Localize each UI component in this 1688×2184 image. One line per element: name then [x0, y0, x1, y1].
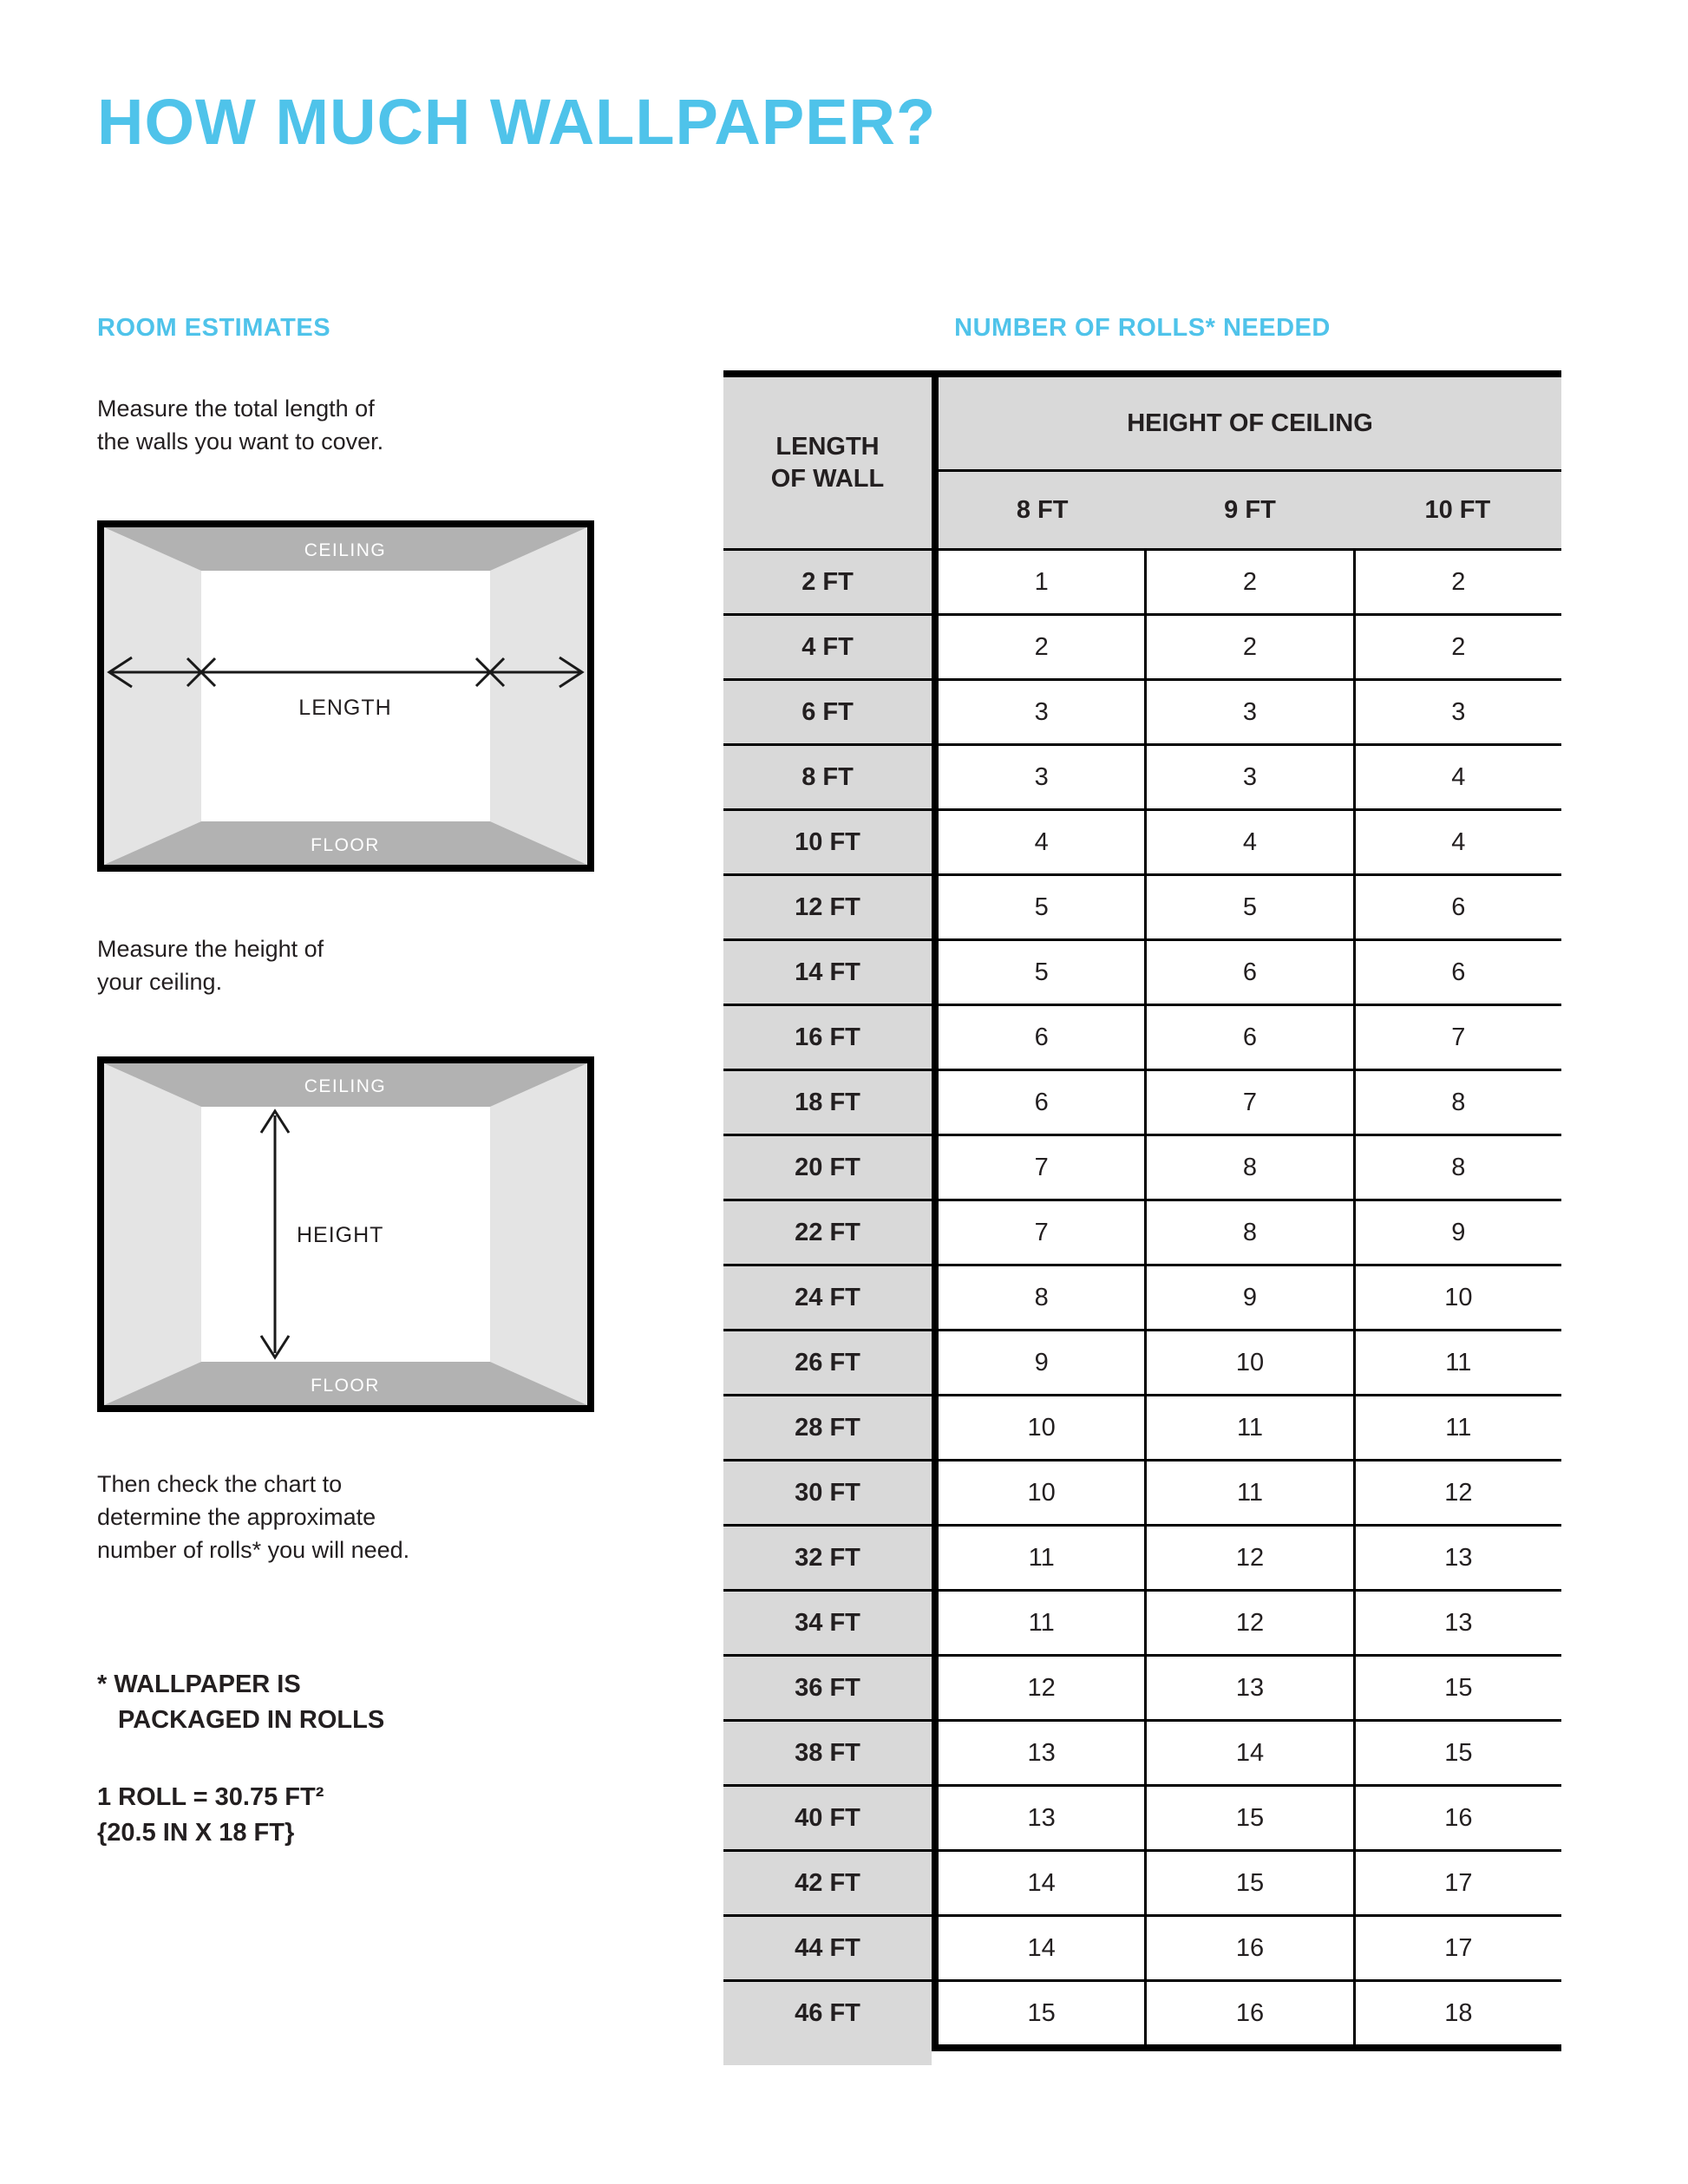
roll-size-line: {20.5 IN X 18 FT}: [97, 1819, 295, 1847]
roll-count-cell: 14: [1027, 1933, 1056, 1962]
text-line: Then check the chart to: [97, 1471, 343, 1497]
row-values: [932, 1527, 1561, 1589]
wall-length-label: 32 FT: [723, 1527, 932, 1589]
rolls-table: [723, 370, 1561, 2065]
roll-count-cell: 15: [1144, 1787, 1352, 1849]
roll-count-cell: 8: [1353, 1071, 1561, 1134]
roll-count-cell: 14: [1144, 1722, 1352, 1784]
wall-length-label: 18 FT: [723, 1071, 932, 1134]
table-row: [723, 1459, 1561, 1524]
wall-length-label: 20 FT: [723, 1136, 932, 1199]
column-header-8ft: 8 FT: [1016, 495, 1069, 524]
row-values: [932, 1136, 1561, 1199]
wall-length-label: 36 FT: [723, 1657, 932, 1719]
table-row: [723, 873, 1561, 938]
table-row: [723, 1004, 1561, 1069]
roll-count-cell: 12: [1144, 1527, 1352, 1589]
roll-count-cell: 1: [1034, 567, 1049, 596]
roll-count-cell: 4: [1144, 811, 1352, 873]
roll-count-cell: 16: [1353, 1787, 1561, 1849]
left-wall-panel: [104, 527, 201, 865]
roll-count-cell: 9: [1353, 1201, 1561, 1264]
roll-count-cell: 11: [1144, 1396, 1352, 1459]
row-values: [932, 1331, 1561, 1394]
table-row: [723, 613, 1561, 678]
roll-count-cell: 9: [1144, 1266, 1352, 1329]
roll-count-cell: 11: [1144, 1461, 1352, 1524]
table-row: [723, 1979, 1561, 2044]
row-values: [932, 746, 1561, 808]
roll-count-cell: 3: [1144, 681, 1352, 743]
roll-count-cell: 4: [1353, 811, 1561, 873]
table-bottom-border: [932, 2044, 1561, 2051]
table-row: [723, 938, 1561, 1004]
row-values: [932, 1722, 1561, 1784]
roll-count-cell: 9: [1034, 1348, 1049, 1376]
roll-count-cell: 2: [1144, 551, 1352, 613]
right-wall-panel: [490, 527, 587, 865]
table-header: [723, 377, 1561, 548]
roll-count-cell: 7: [1034, 1218, 1049, 1246]
row-values: [932, 1787, 1561, 1849]
roll-count-cell: 13: [1353, 1527, 1561, 1589]
table-row: [723, 1394, 1561, 1459]
roll-count-cell: 12: [1027, 1673, 1056, 1702]
row-values: [932, 941, 1561, 1004]
wall-length-label: 6 FT: [723, 681, 932, 743]
wall-length-label: 4 FT: [723, 616, 932, 678]
row-values: [932, 1396, 1561, 1459]
row-values: [932, 876, 1561, 938]
roll-count-cell: 8: [1144, 1136, 1352, 1199]
row-values: [932, 1006, 1561, 1069]
check-chart-text: [97, 1468, 409, 1566]
room-estimates-heading: ROOM ESTIMATES: [97, 314, 331, 342]
wall-length-label: 28 FT: [723, 1396, 932, 1459]
roll-count-cell: 4: [1034, 827, 1049, 856]
table-row: [723, 1264, 1561, 1329]
wall-length-label: 42 FT: [723, 1852, 932, 1914]
roll-count-cell: 6: [1144, 941, 1352, 1004]
roll-count-cell: 8: [1034, 1283, 1049, 1311]
wall-length-label: 2 FT: [723, 551, 932, 613]
length-of-wall-header: [723, 377, 932, 548]
roll-count-cell: 11: [1028, 1608, 1055, 1637]
wall-length-label: 12 FT: [723, 876, 932, 938]
length-label: LENGTH: [298, 696, 392, 720]
roll-count-cell: 11: [1353, 1331, 1561, 1394]
table-bottom-gray-tab: [723, 2044, 932, 2065]
roll-count-cell: 5: [1034, 893, 1049, 921]
roll-count-cell: 17: [1353, 1917, 1561, 1979]
ceiling-label: CEILING: [304, 1076, 387, 1096]
roll-count-cell: 6: [1144, 1006, 1352, 1069]
wall-length-label: 34 FT: [723, 1592, 932, 1654]
table-row: [723, 678, 1561, 743]
wall-length-label: 30 FT: [723, 1461, 932, 1524]
roll-count-cell: 11: [1353, 1396, 1561, 1459]
roll-count-cell: 6: [1034, 1023, 1049, 1051]
roll-count-cell: 5: [1144, 876, 1352, 938]
roll-count-cell: 12: [1144, 1592, 1352, 1654]
table-row: [723, 1784, 1561, 1849]
roll-count-cell: 10: [1027, 1478, 1056, 1507]
table-top-border: [723, 370, 1561, 377]
length-diagram: [97, 520, 594, 872]
roll-count-cell: 16: [1144, 1982, 1352, 2044]
wall-length-label: 10 FT: [723, 811, 932, 873]
text-line: your ceiling.: [97, 969, 223, 995]
roll-count-cell: 15: [1353, 1722, 1561, 1784]
roll-count-cell: 6: [1353, 941, 1561, 1004]
roll-count-cell: 8: [1353, 1136, 1561, 1199]
roll-count-cell: 15: [1353, 1657, 1561, 1719]
roll-count-cell: 5: [1034, 958, 1049, 986]
roll-count-cell: 13: [1027, 1803, 1056, 1832]
text-line: the walls you want to cover.: [97, 428, 384, 454]
table-row: [723, 1719, 1561, 1784]
roll-count-cell: 2: [1353, 616, 1561, 678]
row-values: [932, 1266, 1561, 1329]
roll-count-cell: 3: [1353, 681, 1561, 743]
rolls-needed-heading: NUMBER OF ROLLS* NEEDED: [954, 314, 1331, 342]
page-title: HOW MUCH WALLPAPER?: [97, 86, 937, 158]
wall-length-label: 14 FT: [723, 941, 932, 1004]
roll-count-cell: 3: [1144, 746, 1352, 808]
row-values: [932, 616, 1561, 678]
ceiling-height-header-group: [932, 377, 1561, 548]
roll-count-cell: 11: [1028, 1543, 1055, 1572]
table-row: [723, 548, 1561, 613]
wall-length-label: 24 FT: [723, 1266, 932, 1329]
roll-count-cell: 10: [1027, 1413, 1056, 1442]
wall-length-label: 8 FT: [723, 746, 932, 808]
row-values: [932, 681, 1561, 743]
roll-count-cell: 15: [1027, 1998, 1056, 2027]
measure-height-text: [97, 932, 324, 998]
row-values: [932, 1592, 1561, 1654]
roll-count-cell: 7: [1353, 1006, 1561, 1069]
table-row: [723, 1199, 1561, 1264]
table-row: [723, 1134, 1561, 1199]
roll-count-cell: 3: [1034, 697, 1049, 726]
left-wall-panel: [104, 1063, 201, 1405]
roll-count-cell: 2: [1144, 616, 1352, 678]
roll-count-cell: 2: [1353, 551, 1561, 613]
roll-count-cell: 7: [1034, 1153, 1049, 1181]
wall-length-label: 44 FT: [723, 1917, 932, 1979]
roll-count-cell: 13: [1353, 1592, 1561, 1654]
roll-count-cell: 4: [1353, 746, 1561, 808]
row-values: [932, 1917, 1561, 1979]
wall-length-label: 22 FT: [723, 1201, 932, 1264]
packaging-note: [97, 1667, 384, 1738]
ceiling-label: CEILING: [304, 540, 387, 560]
table-row: [723, 1069, 1561, 1134]
row-values: [932, 1852, 1561, 1914]
wall-length-label: 26 FT: [723, 1331, 932, 1394]
roll-count-cell: 10: [1144, 1331, 1352, 1394]
text-line: Measure the total length of: [97, 396, 375, 422]
roll-count-cell: 3: [1034, 762, 1049, 791]
header-line: OF WALL: [770, 464, 885, 493]
roll-count-cell: 8: [1144, 1201, 1352, 1264]
column-header-10ft: 10 FT: [1424, 495, 1491, 524]
table-row: [723, 1329, 1561, 1394]
roll-count-cell: 13: [1144, 1657, 1352, 1719]
roll-count-cell: 15: [1144, 1852, 1352, 1914]
table-row: [723, 1589, 1561, 1654]
roll-count-cell: 14: [1027, 1868, 1056, 1897]
height-label: HEIGHT: [297, 1223, 384, 1247]
height-diagram: [97, 1056, 594, 1412]
header-line: LENGTH: [775, 432, 880, 461]
height-of-ceiling-header: HEIGHT OF CEILING: [939, 377, 1561, 472]
roll-count-cell: 17: [1353, 1852, 1561, 1914]
row-values: [932, 1982, 1561, 2044]
roll-count-cell: 10: [1353, 1266, 1561, 1329]
table-row: [723, 1849, 1561, 1914]
roll-size-info: [97, 1780, 324, 1851]
roll-size-line: 1 ROLL = 30.75 FT²: [97, 1783, 324, 1811]
roll-count-cell: 18: [1353, 1982, 1561, 2044]
wall-length-label: 16 FT: [723, 1006, 932, 1069]
row-values: [932, 551, 1561, 613]
table-row: [723, 1654, 1561, 1719]
table-row: [723, 1524, 1561, 1589]
right-wall-panel: [490, 1063, 587, 1405]
row-values: [932, 1657, 1561, 1719]
wall-length-label: 46 FT: [723, 1982, 932, 2044]
floor-label: FLOOR: [311, 1376, 380, 1396]
row-values: [932, 1201, 1561, 1264]
roll-count-cell: 12: [1353, 1461, 1561, 1524]
column-header-9ft: 9 FT: [1224, 495, 1276, 524]
note-line: PACKAGED IN ROLLS: [118, 1706, 385, 1734]
note-line: * WALLPAPER IS: [97, 1671, 301, 1698]
table-row: [723, 743, 1561, 808]
roll-count-cell: 16: [1144, 1917, 1352, 1979]
roll-count-cell: 13: [1027, 1738, 1056, 1767]
roll-count-cell: 6: [1353, 876, 1561, 938]
table-bottom: [723, 2044, 1561, 2065]
wall-length-label: 38 FT: [723, 1722, 932, 1784]
table-row: [723, 808, 1561, 873]
floor-label: FLOOR: [311, 835, 380, 855]
column-headers: [939, 472, 1561, 548]
roll-count-cell: 2: [1034, 632, 1049, 661]
measure-length-text: [97, 392, 383, 458]
row-values: [932, 1461, 1561, 1524]
text-line: determine the approximate: [97, 1504, 376, 1530]
wall-length-label: 40 FT: [723, 1787, 932, 1849]
row-values: [932, 811, 1561, 873]
table-body: [723, 548, 1561, 2044]
table-row: [723, 1914, 1561, 1979]
roll-count-cell: 6: [1034, 1088, 1049, 1116]
text-line: number of rolls* you will need.: [97, 1537, 410, 1563]
text-line: Measure the height of: [97, 936, 324, 962]
row-values: [932, 1071, 1561, 1134]
roll-count-cell: 7: [1144, 1071, 1352, 1134]
